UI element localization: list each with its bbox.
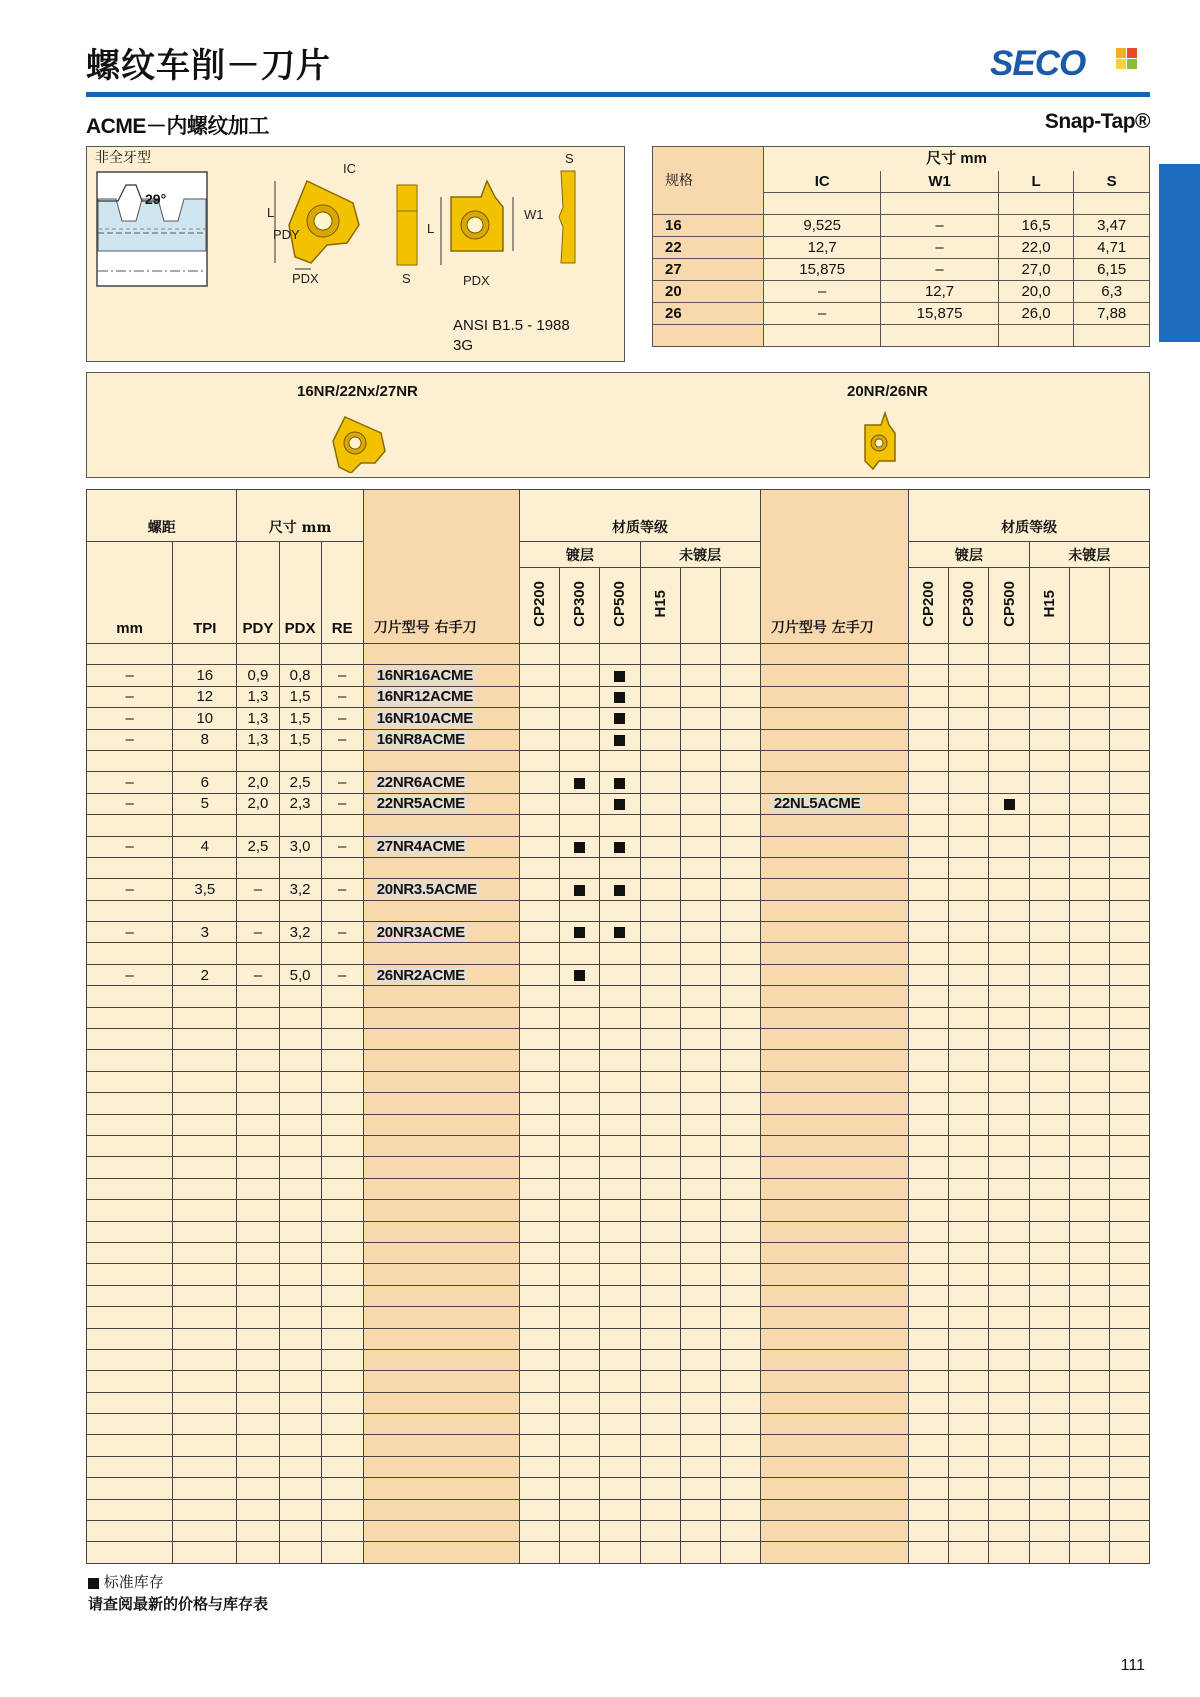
spec-col-l: L xyxy=(998,171,1074,193)
table-row xyxy=(87,1221,1150,1242)
stock-square-icon xyxy=(1004,799,1015,810)
triangular-insert-photo-icon xyxy=(325,411,389,473)
cell-pdy: 1,3 xyxy=(237,708,279,729)
thread-profile-icon xyxy=(96,171,208,289)
stock-mark xyxy=(600,879,640,900)
dim-ic: IC xyxy=(343,161,356,176)
cell-mm: – xyxy=(87,922,173,943)
left-code-header: 刀片型号 左手刀 xyxy=(760,490,908,644)
stock-square-icon xyxy=(574,927,585,938)
cell-mm: – xyxy=(87,708,173,729)
col-pdx: PDX xyxy=(279,542,321,644)
stock-square-icon xyxy=(614,927,625,938)
left-coated-header: 镀层 xyxy=(909,542,1029,568)
pitch-header: 螺距 xyxy=(87,490,237,542)
dim-pdy: PDY xyxy=(273,227,300,242)
col-mm: mm xyxy=(87,542,173,644)
right-insert-code[interactable]: 16NR12ACME xyxy=(363,686,519,707)
cell-pdx: 3,0 xyxy=(279,836,321,857)
brand-label: Snap-Tap® xyxy=(1044,110,1150,133)
spec-row-header: 规格 xyxy=(653,147,764,215)
cell-pdy: 2,5 xyxy=(237,836,279,857)
cell-mm: – xyxy=(87,686,173,707)
spec-cell-w1: – xyxy=(881,215,998,237)
cell-pdy: 0,9 xyxy=(237,665,279,686)
right-insert-code[interactable]: 20NR3.5ACME xyxy=(363,879,519,900)
insert-table xyxy=(86,489,1150,1564)
spec-cell-l: 22,0 xyxy=(998,237,1074,259)
table-row xyxy=(87,1264,1150,1285)
stock-mark xyxy=(600,772,640,793)
cell-pdx: 1,5 xyxy=(279,708,321,729)
spec-row xyxy=(653,303,1150,325)
header-rule xyxy=(86,92,1150,97)
spec-row xyxy=(653,215,1150,237)
dim-l-2: L xyxy=(427,221,435,236)
cell-pdx: 2,3 xyxy=(279,793,321,814)
stock-square-icon xyxy=(614,885,625,896)
spec-cell-s: 3,47 xyxy=(1074,215,1150,237)
stock-mark xyxy=(560,922,600,943)
spec-cell-s: 4,71 xyxy=(1074,237,1150,259)
stock-square-icon xyxy=(574,885,585,896)
stock-mark xyxy=(600,729,640,750)
stock-mark xyxy=(560,836,600,857)
footer-note: 请查阅最新的价格与库存表 xyxy=(88,1595,269,1613)
right-coated-header: 镀层 xyxy=(520,542,640,568)
cell-mm: – xyxy=(87,836,173,857)
cell-re: – xyxy=(321,708,363,729)
table-row xyxy=(87,729,1150,750)
right-grade-cp200: CP200 xyxy=(520,568,560,644)
insert-type-right-label: 20NR/26NR xyxy=(847,383,928,400)
right-insert-code[interactable]: 27NR4ACME xyxy=(363,836,519,857)
cell-tpi: 16 xyxy=(173,665,237,686)
table-row xyxy=(87,1029,1150,1050)
dims-header: 尺寸 mm xyxy=(237,490,363,542)
laydown-insert-icon xyxy=(437,177,527,277)
dim-l-1: L xyxy=(267,205,275,220)
cell-tpi: 8 xyxy=(173,729,237,750)
left-insert-code xyxy=(760,729,908,750)
cell-pdy: – xyxy=(237,879,279,900)
table-row xyxy=(87,665,1150,686)
col-re: RE xyxy=(321,542,363,644)
cell-tpi: 6 xyxy=(173,772,237,793)
table-row xyxy=(87,1414,1150,1435)
right-insert-code[interactable]: 20NR3ACME xyxy=(363,922,519,943)
spec-cell-size: 16 xyxy=(653,215,764,237)
dim-pdx-1: PDX xyxy=(292,271,319,286)
table-row xyxy=(87,1328,1150,1349)
spec-cell-w1: 12,7 xyxy=(881,281,998,303)
table-row xyxy=(87,1435,1150,1456)
table-row xyxy=(87,1157,1150,1178)
spec-cell-l: 16,5 xyxy=(998,215,1074,237)
stock-mark xyxy=(560,772,600,793)
spec-cell-size: 27 xyxy=(653,259,764,281)
profile-panel xyxy=(86,146,625,362)
spec-cell-l: 20,0 xyxy=(998,281,1074,303)
insert-type-left-label: 16NR/22Nx/27NR xyxy=(297,383,418,400)
cell-pdx: 1,5 xyxy=(279,729,321,750)
angle-label: 29° xyxy=(145,191,167,207)
left-insert-code xyxy=(760,922,908,943)
cell-re: – xyxy=(321,665,363,686)
table-row xyxy=(87,1456,1150,1477)
col-tpi: TPI xyxy=(173,542,237,644)
left-grade-h15: H15 xyxy=(1029,568,1069,644)
table-row xyxy=(87,686,1150,707)
left-insert-code xyxy=(760,772,908,793)
logo-squares-icon xyxy=(1116,48,1138,70)
left-insert-code xyxy=(760,665,908,686)
cell-pdx: 5,0 xyxy=(279,964,321,985)
table-row xyxy=(87,836,1150,857)
table-row xyxy=(87,1178,1150,1199)
spec-cell-ic: – xyxy=(764,303,881,325)
spec-row xyxy=(653,259,1150,281)
laydown-side-view-icon xyxy=(553,167,583,267)
spec-cell-l: 26,0 xyxy=(998,303,1074,325)
legend-text: 标准库存 xyxy=(103,1573,164,1591)
stock-square-icon xyxy=(614,778,625,789)
dim-pdx-2: PDX xyxy=(463,273,490,288)
laydown-insert-photo-icon xyxy=(857,407,901,473)
right-grade-cp500: CP500 xyxy=(600,568,640,644)
left-uncoated-header: 未镀层 xyxy=(1029,542,1149,568)
dim-w1: W1 xyxy=(524,207,544,222)
table-row xyxy=(87,1071,1150,1092)
left-grade-header: 材质等级 xyxy=(909,490,1150,542)
dim-s-2: S xyxy=(565,151,574,166)
table-row xyxy=(87,1007,1150,1028)
right-insert-code[interactable]: 16NR16ACME xyxy=(363,665,519,686)
profile-label: 非全牙型 xyxy=(95,150,151,166)
table-row xyxy=(87,793,1150,814)
spec-cell-ic: 12,7 xyxy=(764,237,881,259)
spec-col-ic: IC xyxy=(764,171,881,193)
spec-cell-size: 22 xyxy=(653,237,764,259)
table-row xyxy=(87,1093,1150,1114)
spec-cell-w1: – xyxy=(881,259,998,281)
cell-pdx: 0,8 xyxy=(279,665,321,686)
table-row xyxy=(87,750,1150,771)
table-row xyxy=(87,1135,1150,1156)
stock-square-icon xyxy=(614,671,625,682)
cell-tpi: 5 xyxy=(173,793,237,814)
table-row xyxy=(87,772,1150,793)
spec-cell-l: 27,0 xyxy=(998,259,1074,281)
stock-square-icon xyxy=(88,1578,99,1589)
table-row xyxy=(87,1242,1150,1263)
stock-mark xyxy=(600,708,640,729)
cell-mm: – xyxy=(87,665,173,686)
left-grade-cp300: CP300 xyxy=(949,568,989,644)
cell-tpi: 4 xyxy=(173,836,237,857)
spec-cell-s: 6,3 xyxy=(1074,281,1150,303)
stock-mark xyxy=(600,665,640,686)
col-pdy: PDY xyxy=(237,542,279,644)
left-insert-code[interactable]: 22NL5ACME xyxy=(760,793,908,814)
stock-square-icon xyxy=(574,970,585,981)
cell-pdy: – xyxy=(237,922,279,943)
stock-square-icon xyxy=(614,842,625,853)
stock-mark xyxy=(989,793,1029,814)
table-row xyxy=(87,857,1150,878)
right-insert-code[interactable]: 16NR8ACME xyxy=(363,729,519,750)
left-grade-cp500: CP500 xyxy=(989,568,1029,644)
stock-mark xyxy=(560,879,600,900)
dim-s-1: S xyxy=(402,271,411,286)
table-row xyxy=(87,879,1150,900)
table-row xyxy=(87,644,1150,665)
right-insert-code[interactable]: 16NR10ACME xyxy=(363,708,519,729)
spec-cell-s: 7,88 xyxy=(1074,303,1150,325)
table-row xyxy=(87,1371,1150,1392)
spec-group-header: 尺寸 mm xyxy=(764,147,1150,172)
spec-cell-size: 26 xyxy=(653,303,764,325)
stock-square-icon xyxy=(574,842,585,853)
left-insert-code xyxy=(760,708,908,729)
stock-square-icon xyxy=(614,799,625,810)
right-uncoated-header: 未镀层 xyxy=(640,542,760,568)
cell-pdy: 1,3 xyxy=(237,686,279,707)
section-tab xyxy=(1159,164,1200,342)
insert-types-panel xyxy=(86,372,1150,478)
table-row xyxy=(87,1542,1150,1563)
page-title: 螺纹车削－刀片 xyxy=(86,46,331,86)
cell-pdx: 3,2 xyxy=(279,922,321,943)
spec-cell-size: 20 xyxy=(653,281,764,303)
cell-tpi: 3,5 xyxy=(173,879,237,900)
table-row xyxy=(87,964,1150,985)
spec-cell-ic: 15,875 xyxy=(764,259,881,281)
table-row xyxy=(87,943,1150,964)
spec-cell-ic: – xyxy=(764,281,881,303)
cell-re: – xyxy=(321,964,363,985)
right-insert-code[interactable]: 26NR2ACME xyxy=(363,964,519,985)
cell-tpi: 2 xyxy=(173,964,237,985)
right-grade-cp300: CP300 xyxy=(560,568,600,644)
spec-cell-s: 6,15 xyxy=(1074,259,1150,281)
cell-tpi: 10 xyxy=(173,708,237,729)
table-row xyxy=(87,1307,1150,1328)
right-grade-h15: H15 xyxy=(640,568,680,644)
spec-cell-w1: – xyxy=(881,237,998,259)
table-row xyxy=(87,1521,1150,1542)
right-insert-code[interactable]: 22NR6ACME xyxy=(363,772,519,793)
cell-re: – xyxy=(321,879,363,900)
standard-line-1: ANSI B1.5 - 1988 xyxy=(453,317,570,334)
stock-mark xyxy=(600,793,640,814)
table-row xyxy=(87,986,1150,1007)
table-row xyxy=(87,815,1150,836)
logo-text: SECO xyxy=(990,44,1086,83)
cell-pdx: 2,5 xyxy=(279,772,321,793)
table-row xyxy=(87,1050,1150,1071)
spec-row xyxy=(653,237,1150,259)
cell-re: – xyxy=(321,686,363,707)
table-row xyxy=(87,1349,1150,1370)
cell-mm: – xyxy=(87,729,173,750)
left-insert-code xyxy=(760,686,908,707)
cell-tpi: 12 xyxy=(173,686,237,707)
table-row xyxy=(87,1392,1150,1413)
left-insert-code xyxy=(760,879,908,900)
stock-mark xyxy=(600,686,640,707)
stock-square-icon xyxy=(574,778,585,789)
spec-cell-ic: 9,525 xyxy=(764,215,881,237)
right-grade-header: 材质等级 xyxy=(520,490,761,542)
right-insert-code[interactable]: 22NR5ACME xyxy=(363,793,519,814)
page-number: 111 xyxy=(1120,1657,1145,1674)
spec-col-w1: W1 xyxy=(881,171,998,193)
legend xyxy=(88,1571,164,1592)
table-row xyxy=(87,708,1150,729)
spec-cell-w1: 15,875 xyxy=(881,303,998,325)
cell-mm: – xyxy=(87,793,173,814)
cell-re: – xyxy=(321,922,363,943)
table-row xyxy=(87,922,1150,943)
table-row xyxy=(87,1499,1150,1520)
left-insert-code xyxy=(760,964,908,985)
stock-square-icon xyxy=(614,713,625,724)
stock-mark xyxy=(560,964,600,985)
cell-pdy: 2,0 xyxy=(237,772,279,793)
cell-re: – xyxy=(321,793,363,814)
cell-re: – xyxy=(321,729,363,750)
stock-mark xyxy=(600,836,640,857)
cell-mm: – xyxy=(87,964,173,985)
table-row xyxy=(87,1285,1150,1306)
stock-square-icon xyxy=(614,692,625,703)
right-code-header: 刀片型号 右手刀 xyxy=(363,490,519,644)
left-insert-code xyxy=(760,836,908,857)
cell-pdy: – xyxy=(237,964,279,985)
spec-table xyxy=(652,146,1150,347)
standard-line-2: 3G xyxy=(453,337,474,354)
table-row xyxy=(87,1114,1150,1135)
cell-mm: – xyxy=(87,879,173,900)
section-subtitle: ACME－内螺纹加工 xyxy=(86,115,269,138)
seco-logo xyxy=(990,44,1140,83)
cell-re: – xyxy=(321,836,363,857)
spec-row xyxy=(653,281,1150,303)
insert-side-view-icon xyxy=(392,183,422,273)
table-row xyxy=(87,900,1150,921)
cell-pdy: 2,0 xyxy=(237,793,279,814)
stock-mark xyxy=(600,922,640,943)
cell-pdy: 1,3 xyxy=(237,729,279,750)
cell-re: – xyxy=(321,772,363,793)
cell-mm: – xyxy=(87,772,173,793)
cell-pdx: 3,2 xyxy=(279,879,321,900)
spec-col-s: S xyxy=(1074,171,1150,193)
table-row xyxy=(87,1200,1150,1221)
left-grade-cp200: CP200 xyxy=(909,568,949,644)
table-row xyxy=(87,1478,1150,1499)
cell-pdx: 1,5 xyxy=(279,686,321,707)
stock-square-icon xyxy=(614,735,625,746)
cell-tpi: 3 xyxy=(173,922,237,943)
